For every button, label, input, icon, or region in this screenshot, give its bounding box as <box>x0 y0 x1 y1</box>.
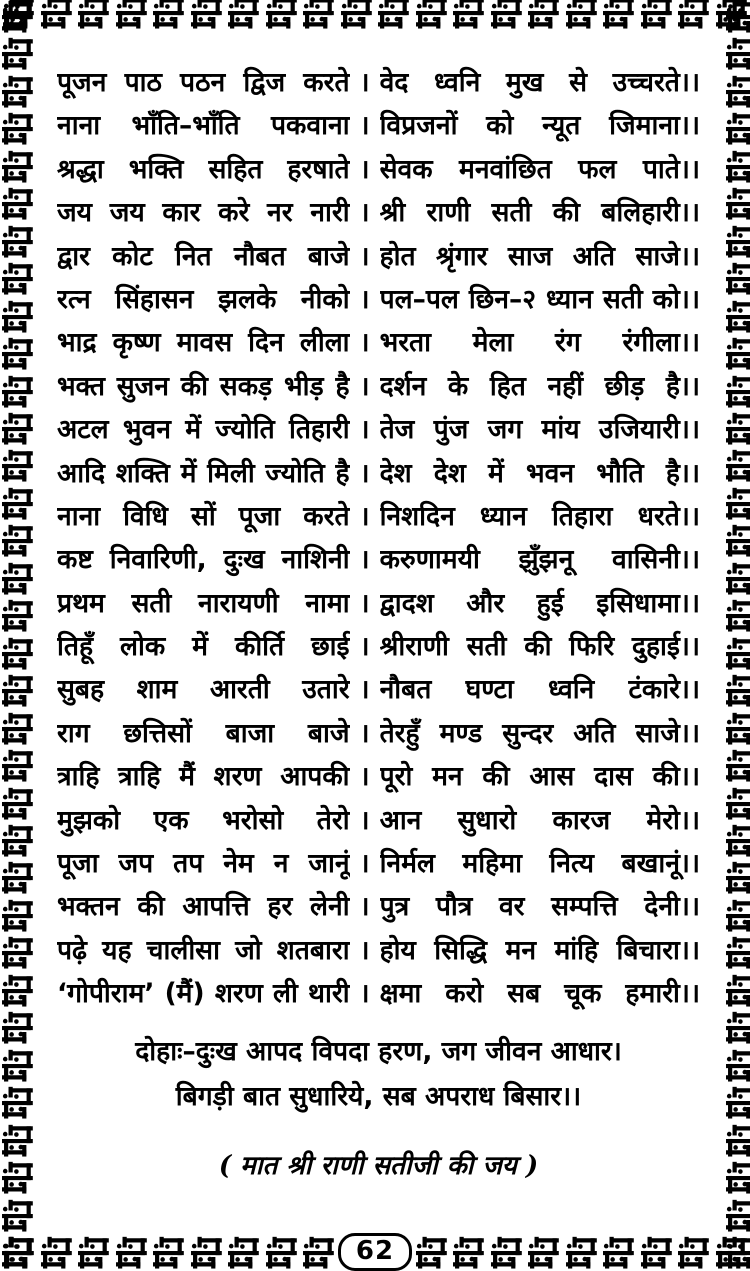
swastika-icon <box>725 787 750 820</box>
swastika-icon <box>725 861 750 894</box>
verse-right-text: दर्शन के हित नहीं छीड़ है।। <box>379 370 700 402</box>
swastika-icon <box>115 0 148 29</box>
page-number-badge: 62 <box>338 1233 412 1271</box>
swastika-icon <box>377 0 410 29</box>
swastika-icon <box>725 187 750 220</box>
swastika-icon <box>1 375 34 408</box>
swastika-icon <box>1 524 34 557</box>
verse-line <box>57 495 700 538</box>
danda-separator: । <box>359 67 370 98</box>
danda-separator: । <box>359 717 370 749</box>
swastika-icon <box>302 0 335 29</box>
swastika-icon <box>725 112 750 145</box>
closing-jai-line: ( मात श्री राणी सतीजी की जय ) <box>218 1150 539 1181</box>
swastika-icon <box>40 1236 73 1269</box>
verse-left-text: राग छत्तिसों बाजा बाजे <box>57 717 350 749</box>
verse-right-text: क्षमा करो सब चूक हमारी।। <box>379 978 700 1010</box>
verse-left-text: प्रथम सती नारायणी नामा <box>57 587 350 619</box>
swastika-icon <box>1 300 34 333</box>
swastika-icon <box>1 562 34 595</box>
border-bottom <box>0 1233 750 1271</box>
verse-left-text: भक्त सुजन की सकड़ भीड़ है <box>57 370 350 402</box>
verse-line <box>57 972 700 1015</box>
verse-right-text: सेवक मनवांछित फल पाते।। <box>379 153 700 185</box>
border-top <box>0 0 750 29</box>
danda-separator: । <box>359 631 370 663</box>
swastika-icon <box>1 412 34 445</box>
page-content <box>57 61 700 1182</box>
swastika-icon <box>1 1199 34 1232</box>
swastika-icon <box>1 674 34 707</box>
danda-separator: । <box>359 544 370 576</box>
swastika-icon <box>1 37 34 70</box>
danda-separator: । <box>359 804 370 836</box>
verse-line <box>57 842 700 885</box>
swastika-icon <box>2 1236 35 1269</box>
swastika-icon <box>40 0 73 29</box>
swastika-icon <box>725 1199 750 1232</box>
swastika-icon <box>602 1236 635 1269</box>
swastika-icon <box>677 0 710 29</box>
verse-line <box>57 452 700 495</box>
swastika-icon <box>725 712 750 745</box>
danda-separator: । <box>359 153 370 185</box>
verse-right-text: करुणामयी झुँझनू वासिनी।। <box>379 544 700 576</box>
swastika-icon <box>265 0 298 29</box>
verse-right-text: वेद ध्वनि मुख से उच्चरते।। <box>379 67 700 98</box>
danda-separator: । <box>359 500 370 532</box>
verse-line <box>57 191 700 234</box>
swastika-icon <box>1 150 34 183</box>
danda-separator: । <box>359 283 370 315</box>
verse-right-text: भरता मेला रंग रंगीला।। <box>379 327 700 359</box>
danda-separator: । <box>359 457 370 489</box>
verse-right-text: देश देश में भवन भौति है।। <box>379 457 700 489</box>
swastika-icon <box>715 1236 748 1269</box>
danda-separator: । <box>359 587 370 619</box>
verse-line <box>57 582 700 625</box>
swastika-icon <box>1 974 34 1007</box>
swastika-icon <box>265 1236 298 1269</box>
swastika-icon <box>565 0 598 29</box>
danda-separator: । <box>359 240 370 272</box>
swastika-icon <box>1 749 34 782</box>
swastika-icon <box>1 1124 34 1157</box>
verse-right-text: पुत्र पौत्र वर सम्पत्ति देनी।। <box>379 891 700 923</box>
swastika-icon <box>1 337 34 370</box>
verse-line <box>57 538 700 581</box>
swastika-icon <box>77 1236 110 1269</box>
swastika-icon <box>1 262 34 295</box>
swastika-icon <box>527 1236 560 1269</box>
verse-right-text: विप्रजनों को न्यूत जिमाना।। <box>379 110 700 142</box>
swastika-icon <box>490 0 523 29</box>
verse-right-text: नौबत घण्टा ध्वनि टंकारे।। <box>379 674 700 706</box>
swastika-icon <box>725 1086 750 1119</box>
swastika-icon <box>725 1011 750 1044</box>
verse-right-text: पूरो मन की आस दास की।। <box>379 761 700 793</box>
swastika-icon <box>1 599 34 632</box>
swastika-icon <box>565 1236 598 1269</box>
swastika-icon <box>725 1161 750 1194</box>
danda-separator: । <box>359 370 370 402</box>
verse-right-text: होत श्रृंगार साज अति साजे।। <box>379 240 700 272</box>
danda-separator: । <box>359 848 370 880</box>
swastika-icon <box>725 37 750 70</box>
doha-line-1: दोहाः–दुःख आपद विपदा हरण, जग जीवन आधार। <box>135 1035 622 1067</box>
verse-line <box>57 929 700 972</box>
verse-left-text: भक्तन की आपत्ति हर लेनी <box>57 891 350 923</box>
swastika-icon <box>152 0 185 29</box>
swastika-icon <box>602 0 635 29</box>
swastika-icon <box>1 112 34 145</box>
verse-right-text: द्वादश और हुई इसिधामा।। <box>379 587 700 619</box>
doha-line-2: बिगड़ी बात सुधारिये, सब अपराध बिसार।। <box>175 1080 582 1112</box>
swastika-icon <box>1 861 34 894</box>
verse-left-text: त्राहि त्राहि मैं शरण आपकी <box>57 761 350 793</box>
verse-left-text: श्रद्धा भक्ति सहित हरषाते <box>57 153 350 185</box>
swastika-icon <box>725 824 750 857</box>
verse-left-text: आदि शक्ति में मिली ज्योति है <box>57 457 350 489</box>
swastika-icon <box>725 524 750 557</box>
swastika-icon <box>415 1236 448 1269</box>
swastika-icon <box>77 0 110 29</box>
swastika-icon <box>725 599 750 632</box>
verse-right-text: तेज पुंज जग मांय उजियारी।। <box>379 414 700 446</box>
danda-separator: । <box>359 327 370 359</box>
swastika-icon <box>1 1011 34 1044</box>
verse-left-text: जय जय कार करे नर नारी <box>57 197 350 229</box>
danda-separator: । <box>359 197 370 229</box>
swastika-icon <box>725 936 750 969</box>
swastika-icon <box>1 637 34 670</box>
border-left <box>1 0 34 1269</box>
swastika-icon <box>415 0 448 29</box>
verse-right-text: तेरहुँ मण्ड सुन्दर अति साजे।। <box>379 717 700 749</box>
swastika-icon <box>452 0 485 29</box>
verse-left-text: कष्ट निवारिणी, दुःख नाशिनी <box>57 544 350 576</box>
swastika-icon <box>190 1236 223 1269</box>
verse-left-text: अटल भुवन में ज्योति तिहारी <box>57 414 350 446</box>
verse-right-text: पल–पल छिन–२ ध्यान सती को।। <box>379 283 700 315</box>
verse-line <box>57 235 700 278</box>
swastika-icon <box>640 0 673 29</box>
verse-line <box>57 712 700 755</box>
verse-line <box>57 799 700 842</box>
verse-left-text: पूजा जप तप नेम न जानूं <box>57 848 350 880</box>
swastika-icon <box>1 1161 34 1194</box>
swastika-icon <box>725 262 750 295</box>
verse-left-text: पढ़े यह चालीसा जो शतबारा <box>57 934 350 966</box>
swastika-icon <box>1 824 34 857</box>
swastika-icon <box>725 974 750 1007</box>
verse-left-text: पूजन पाठ पठन द्विज करते <box>57 67 350 98</box>
swastika-icon <box>1 187 34 220</box>
swastika-icon <box>725 749 750 782</box>
swastika-icon <box>725 0 750 33</box>
verse-right-text: श्री राणी सती की बलिहारी।। <box>379 197 700 229</box>
swastika-icon <box>725 899 750 932</box>
swastika-icon <box>152 1236 185 1269</box>
verse-left-text: सुबह शाम आरती उतारे <box>57 674 350 706</box>
swastika-icon <box>340 0 373 29</box>
swastika-icon <box>1 936 34 969</box>
swastika-icon <box>1 225 34 258</box>
danda-separator: । <box>359 414 370 446</box>
verse-line <box>57 408 700 451</box>
swastika-icon <box>490 1236 523 1269</box>
swastika-icon <box>527 0 560 29</box>
swastika-icon <box>725 75 750 108</box>
verse-list <box>57 61 700 1016</box>
doha-block <box>57 1029 700 1119</box>
swastika-icon <box>1 449 34 482</box>
swastika-icon <box>1 487 34 520</box>
swastika-icon <box>1 787 34 820</box>
verse-left-text: नाना विधि सों पूजा करते <box>57 500 350 532</box>
swastika-icon <box>725 375 750 408</box>
verse-right-text: निशदिन ध्यान तिहारा धरते।। <box>379 500 700 532</box>
verse-line <box>57 755 700 798</box>
swastika-icon <box>115 1236 148 1269</box>
swastika-icon <box>725 674 750 707</box>
swastika-icon <box>725 1124 750 1157</box>
verse-line <box>57 321 700 364</box>
verse-line <box>57 625 700 668</box>
swastika-icon <box>1 75 34 108</box>
verse-right-text: आन सुधारो कारज मेरो।। <box>379 804 700 836</box>
verse-right-text: होय सिद्धि मन मांहि बिचारा।। <box>379 934 700 966</box>
swastika-icon <box>725 1049 750 1082</box>
swastika-icon <box>1 0 34 33</box>
verse-left-text: भाद्र कृष्ण मावस दिन लीला <box>57 327 350 359</box>
swastika-icon <box>1 1049 34 1082</box>
swastika-icon <box>190 0 223 29</box>
swastika-icon <box>1 899 34 932</box>
verse-left-text: द्वार कोट नित नौबत बाजे <box>57 240 350 272</box>
swastika-icon <box>725 637 750 670</box>
verse-right-text: निर्मल महिमा नित्य बखानूं।। <box>379 848 700 880</box>
verse-left-text: रत्न सिंहासन झलके नीको <box>57 283 350 315</box>
danda-separator: । <box>359 934 370 966</box>
swastika-icon <box>452 1236 485 1269</box>
verse-line <box>57 668 700 711</box>
swastika-icon <box>677 1236 710 1269</box>
swastika-icon <box>725 412 750 445</box>
danda-separator: । <box>359 978 370 1010</box>
swastika-icon <box>725 487 750 520</box>
verse-line <box>57 104 700 147</box>
danda-separator: । <box>359 674 370 706</box>
verse-left-text: मुझको एक भरोसो तेरो <box>57 804 350 836</box>
swastika-icon <box>227 1236 260 1269</box>
swastika-icon <box>1 1086 34 1119</box>
verse-line <box>57 61 700 104</box>
verse-right-text: श्रीराणी सती की फिरि दुहाई।। <box>379 631 700 663</box>
swastika-icon <box>725 150 750 183</box>
danda-separator: । <box>359 110 370 142</box>
verse-line <box>57 148 700 191</box>
swastika-icon <box>725 449 750 482</box>
danda-separator: । <box>359 891 370 923</box>
swastika-icon <box>725 300 750 333</box>
swastika-icon <box>640 1236 673 1269</box>
verse-line <box>57 365 700 408</box>
verse-line <box>57 278 700 321</box>
verse-line <box>57 885 700 928</box>
danda-separator: । <box>359 761 370 793</box>
verse-left-text: ‘गोपीराम’ (मैं) शरण ली थारी <box>57 978 350 1010</box>
swastika-icon <box>725 562 750 595</box>
swastika-icon <box>725 225 750 258</box>
verse-left-text: तिहूँ लोक में कीर्ति छाई <box>57 631 350 663</box>
swastika-icon <box>227 0 260 29</box>
swastika-icon <box>1 712 34 745</box>
swastika-icon <box>725 337 750 370</box>
verse-left-text: नाना भाँति–भाँति पकवाना <box>57 110 350 142</box>
swastika-icon <box>302 1236 335 1269</box>
border-right <box>725 0 750 1269</box>
